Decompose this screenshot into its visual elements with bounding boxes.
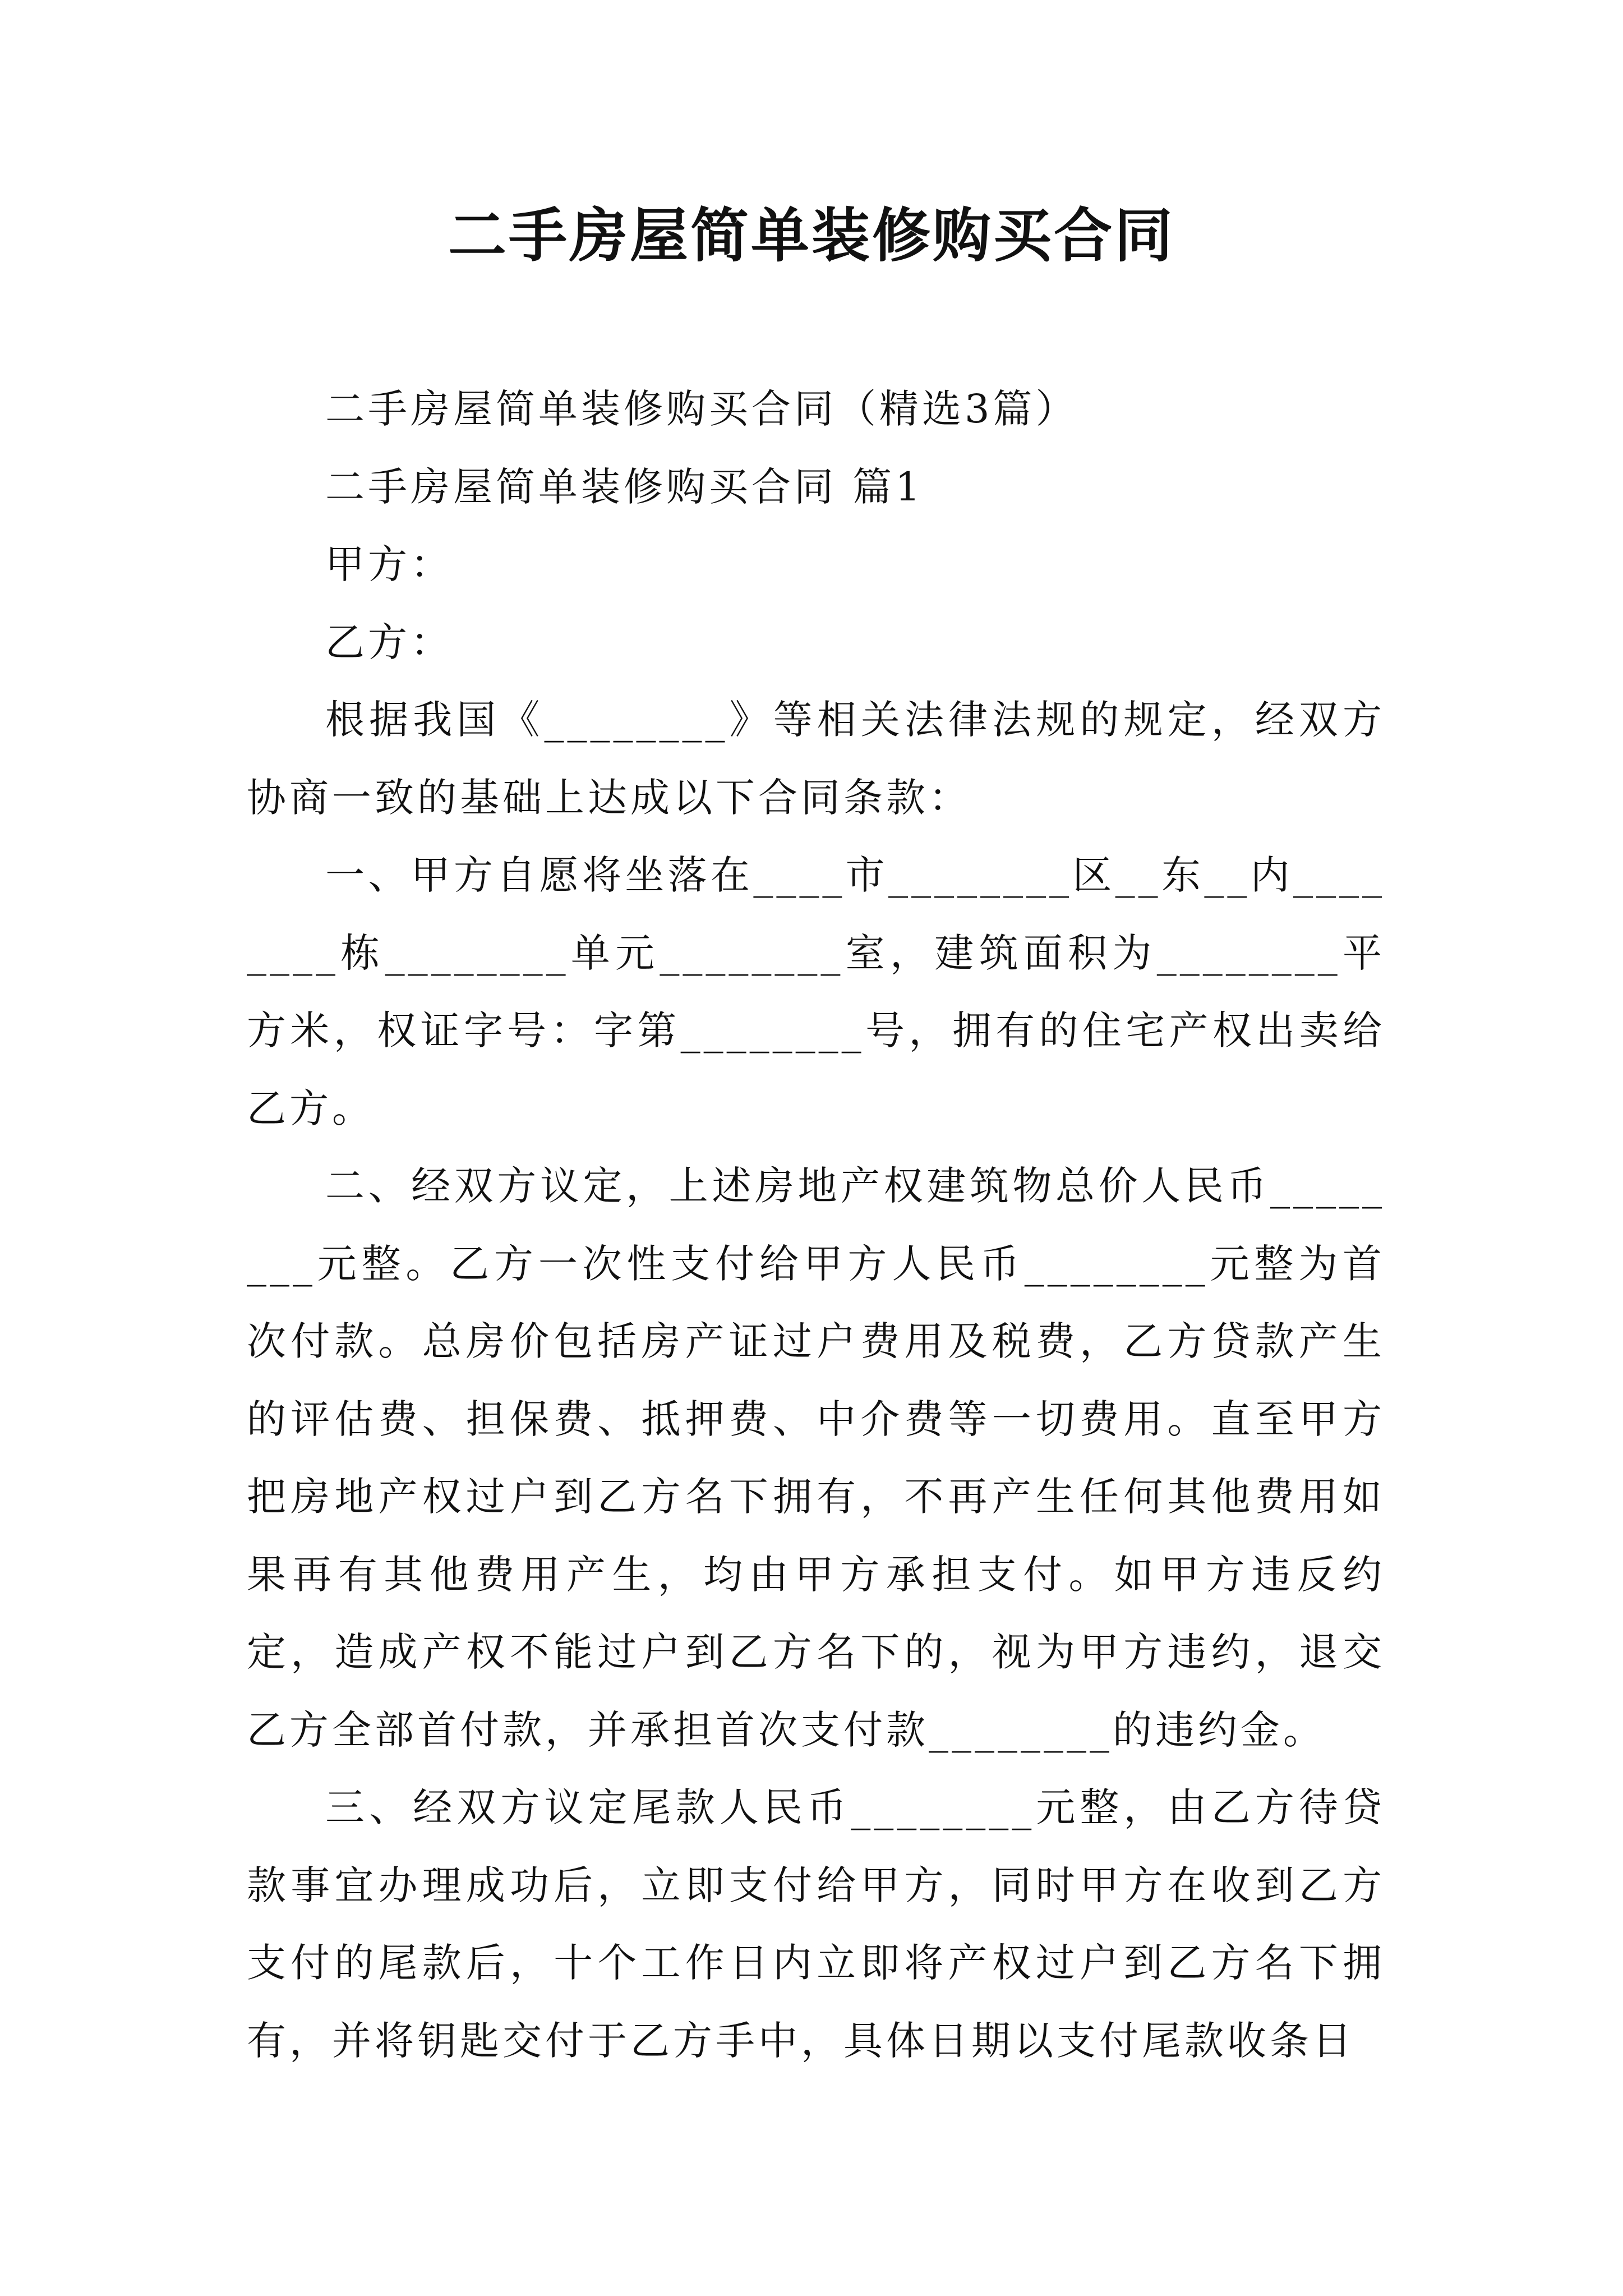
clause-1-paragraph: 一、甲方自愿将坐落在____市________区__东__内________栋________单元________室，建筑面积为________平方米，权证字号：字第________号，拥有的住宅产权出卖给乙方。	[247, 852, 1385, 1131]
clause-3-paragraph: 三、经双方议定尾款人民币________元整，由乙方待贷款事宜办理成功后，立即支付给甲方，同时甲方在收到乙方支付的尾款后，十个工作日内立即将产权过户到乙方名下拥有，并将钥匙交付于乙方手中，具体日期以支付尾款收条日	[247, 1784, 1385, 2064]
preamble-paragraph: 根据我国《________》等相关法律法规的规定，经双方协商一致的基础上达成以下合同条款：	[247, 697, 1385, 821]
document-body	[247, 370, 1385, 2079]
clause-2-paragraph: 二、经双方议定，上述房地产权建筑物总价人民币________元整。乙方一次性支付给甲方人民币________元整为首次付款。总房价包括房产证过户费用及税费，乙方贷款产生的评估费、担保费、抵押费、中介费等一切费用。直至甲方把房地产权过户到乙方名下拥有，不再产生任何其他费用如果再有其他费用产生，均由甲方承担支付。如甲方违反约定，造成产权不能过户到乙方名下的，视为甲方违约，退交乙方全部首付款，并承担首次支付款________的违约金。	[247, 1163, 1385, 1753]
party-a-line: 甲方：	[325, 541, 453, 587]
party-b-line: 乙方：	[325, 619, 453, 665]
subtitle-line: 二手房屋简单装修购买合同（精选3篇）	[325, 386, 1078, 432]
section-heading: 二手房屋简单装修购买合同 篇1	[325, 463, 924, 510]
document-title: 二手房屋简单装修购买合同	[448, 201, 1175, 270]
